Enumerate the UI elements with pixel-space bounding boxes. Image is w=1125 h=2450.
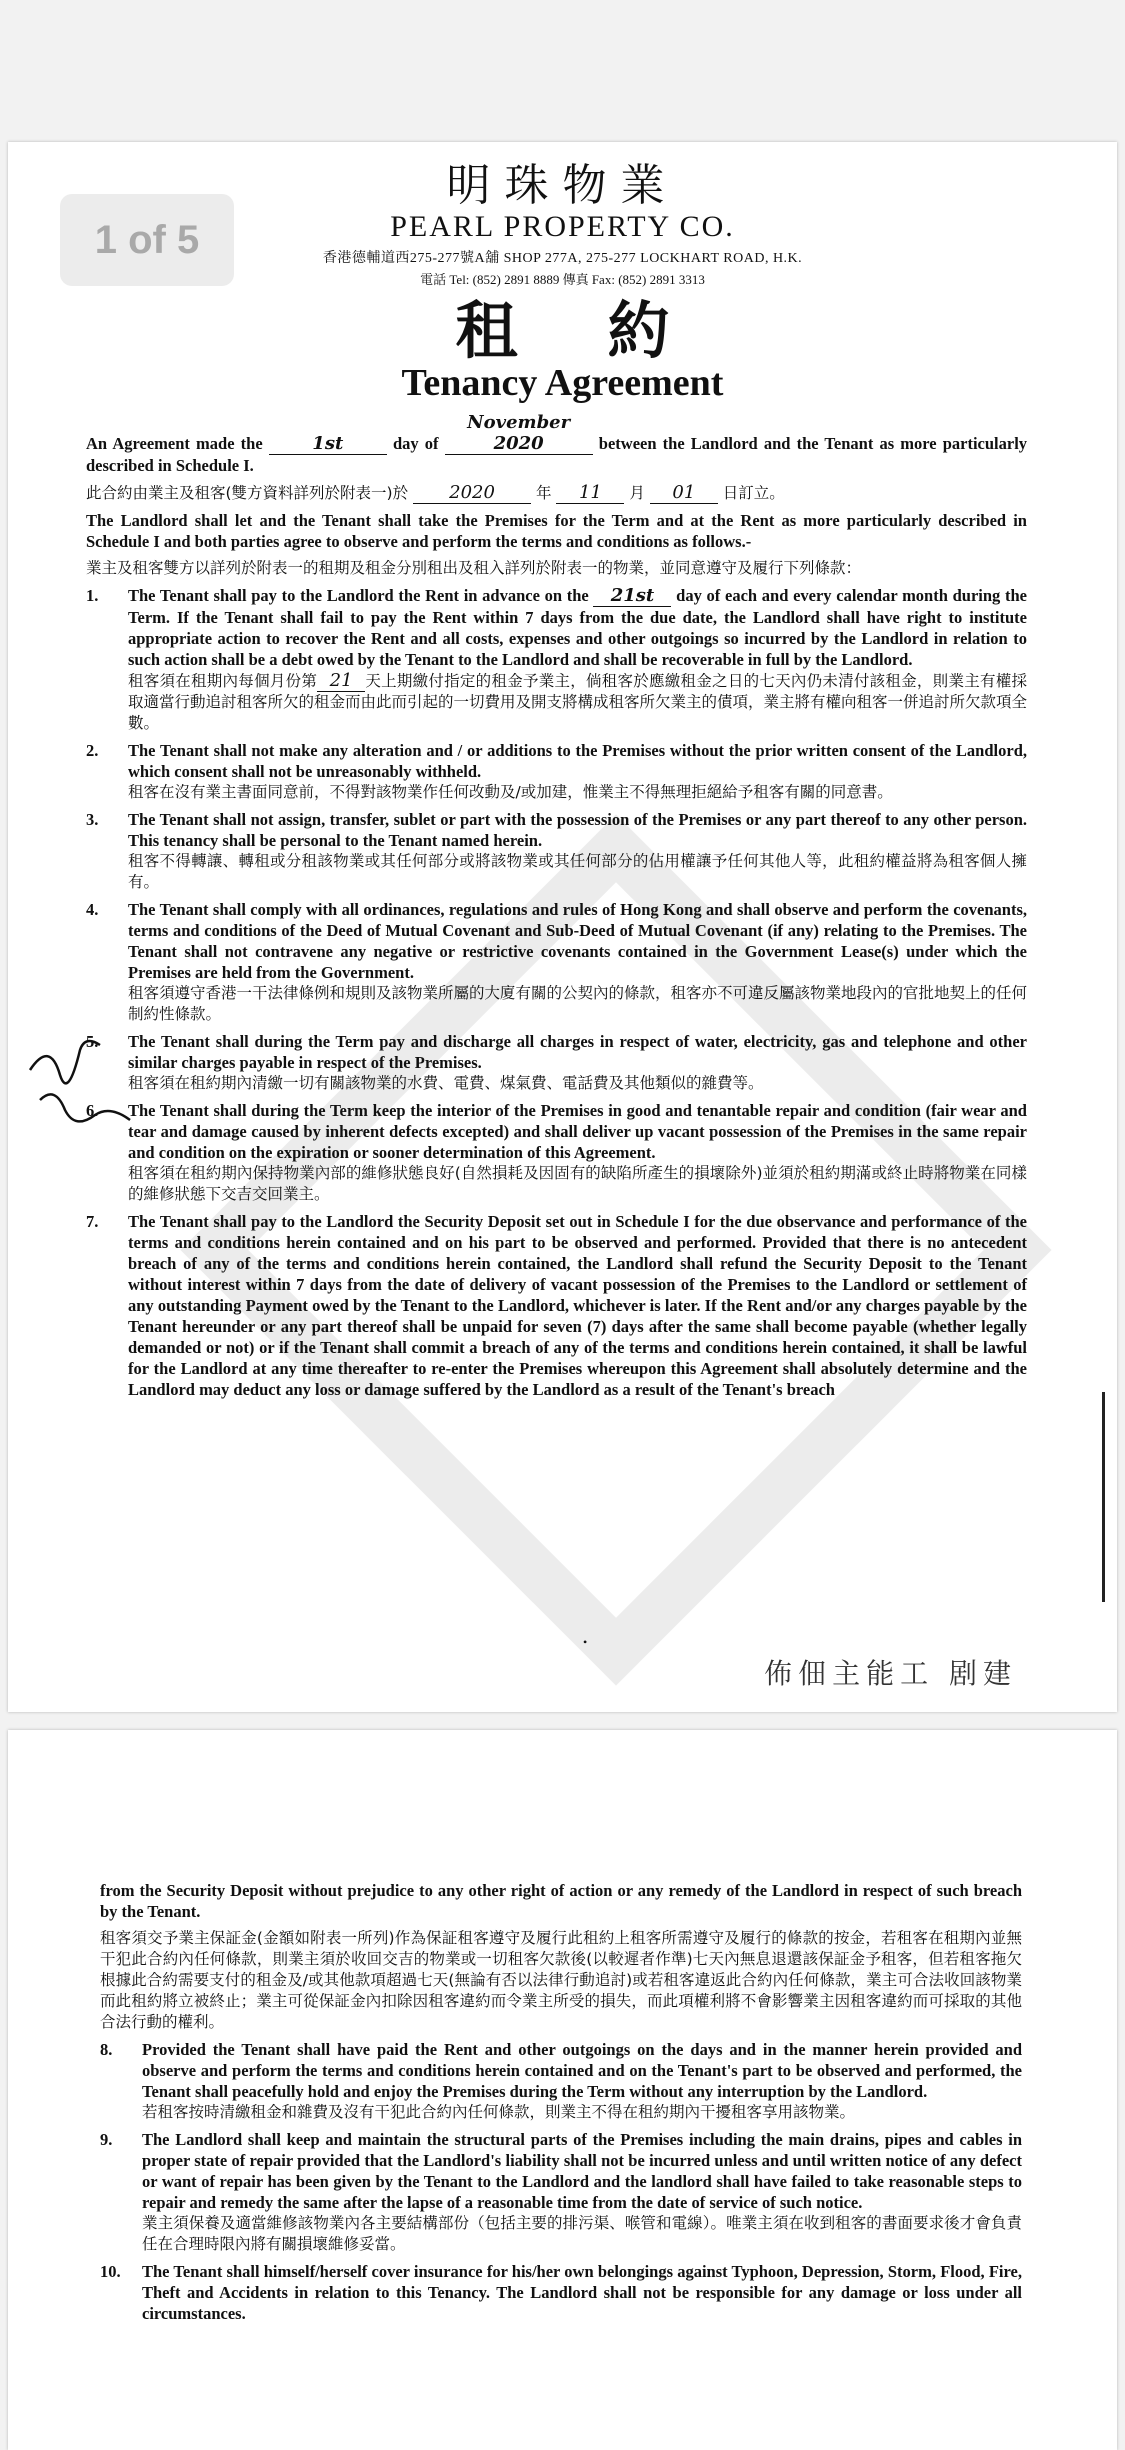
- clause-9: 9. The Landlord shall keep and maintain the structural parts of the Premises including the main drains, pipes and cables in proper state of repair provided that the Landlord's liability shall not be incurred unless and until written notice of any defect or want of repair has been given by the Tenant to the Landlord and the landlord shall have failed to take reasonable steps to repair and remedy the same after the lapse of a reasonable time from the date of service of such notice. 業主須保養及適當維修該物業內各主要結構部份（包括主要的排污渠、喉管和電線）。唯業主須在收到租客的書面要求後才會負責任在合理時限內將有關損壞維修妥當。: [100, 2130, 1022, 2253]
- date-month-cn-field: 11: [556, 482, 624, 504]
- date-year-cn-field: 2020: [413, 482, 531, 504]
- date-day-cn-field: 01: [650, 482, 718, 504]
- company-name-cn: 明珠物業: [446, 161, 679, 210]
- company-address: 香港德輔道西275-277號A舖 SHOP 277A, 275-277 LOCKHART ROAD, H.K.: [322, 251, 803, 267]
- page-indicator[interactable]: 1 of 5: [60, 194, 234, 286]
- clause-number: 1.: [86, 586, 99, 606]
- continued-cn: 租客須交予業主保証金(金額如附表一所列)作為保証租客遵守及履行此租約上租客所需遵守及履行的條款的按金，若租客在租期內並無干犯此合約內任何條款，則業主須於收回交吉的物業或一切租客欠款後(以較遲者作準)七天內無息退還該保証金予租客，但若租客拖欠根據此合約需要支付的租金及/或其他款項超過七天(無論有否以法律行動追討)或若租客違返此合約內任何條款，業主可合法收回該物業而此租約將立被終止；業主可從保証金內扣除因租客違約而令業主所受的損失，而此項權利將不會影響業主因租客違約而可採取的其他合法行動的權利。: [100, 1929, 1022, 2031]
- company-contact: 電話 Tel: (852) 2891 8889 傳真 Fax: (852) 2891 3313: [420, 272, 705, 288]
- document-title-cn: 租約: [455, 298, 760, 367]
- scan-edge-mark: [1102, 1392, 1105, 1602]
- clause-2: 2. The Tenant shall not make any alteration and / or additions to the Premises without the prior written consent of the Landlord, which consent shall not be unreasonably withheld. 租客在沒有業主書面同意前，不得對該物業作任何改動及/或加建，惟業主不得無理拒絕給予租客有關的同意書。: [86, 741, 1027, 802]
- intro-cn: 此合約由業主及租客(雙方資料詳列於附表一)於 2020 年 11 月 01 日訂立。: [86, 482, 785, 504]
- clause-10: 10. The Tenant shall himself/herself cover insurance for his/her own belongings against Typhoon, Depression, Storm, Flood, Fire, Theft and Accidents in relation to this Tenancy. The Landlord shall not be responsible for any damage or loss under all circumstances.: [100, 2262, 1022, 2323]
- continued-en: from the Security Deposit without prejudice to any other right of action or any remedy of the Landlord in respect of such breach by the Tenant.: [100, 1881, 1022, 1921]
- clause-6: 6. The Tenant shall during the Term keep the interior of the Premises in good and tenantable repair and condition (fair wear and tear and damage caused by inherent defects excepted) and shall deliver up vacant possession of the Premises in the same repair and condition on the expiration or sooner determination of this Agreement. 租客須在租約期內保持物業內部的維修狀態良好(自然損耗及因固有的缺陷所產生的損壞除外)並須於租約期滿或終止時將物業在同樣的維修狀態下交吉交回業主。: [86, 1101, 1027, 1204]
- agreement-body-continued: [8, 1880, 1117, 2324]
- rent-day-field: 21st: [593, 585, 671, 607]
- clause-1: 1. The Tenant shall pay to the Landlord the Rent in advance on the 21st day of each and every calendar month during the Term. If the Tenant shall fail to pay the Rent within 7 days from the due date, the Landlord shall have right to institute appropriate action to recover the Rent and all costs, expenses and other outgoings so incurred by the Landlord in relation to such action shall be a debt owed by the Tenant to the Landlord and shall be recoverable in full by the Landlord. 租客須在租期內每個月份第 21 天上期繳付指定的租金予業主，倘租客於應繳租金之日的七天內仍未清付該租金，則業主有權採取適當行動追討租客所欠的租金而由此而引起的一切費用及開支將構成租客所欠業主的債項，業主將有權向租客一併追討所欠款項全數。: [86, 585, 1028, 733]
- let-clause-en: The Landlord shall let and the Tenant shall take the Premises for the Term and at the Rent as more particularly described in Schedule I and both parties agree to observe and perform the terms and conditions as follows.-: [86, 511, 1027, 552]
- date-day-field: 1st: [269, 433, 387, 455]
- let-clause-cn: 業主及租客雙方以詳列於附表一的租期及租金分別租出及租入詳列於附表一的物業，並同意遵守及履行下列條款：: [86, 559, 862, 578]
- scan-dot: •: [583, 1635, 588, 1649]
- document-title-en: Tenancy Agreement: [401, 361, 724, 404]
- clause-3: 3. The Tenant shall not assign, transfer, sublet or part with the possession of the Premises or any part thereof to any other person. This tenancy shall be personal to the Tenant named herein. 租客不得轉讓、轉租或分租該物業或其任何部分或將該物業或其任何部分的佔用權讓予任何其他人等，此租約權益將為租客個人擁有。: [86, 810, 1027, 892]
- clause-4: 4. The Tenant shall comply with all ordinances, regulations and rules of Hong Kong and shall observe and perform the covenants, terms and conditions of the Deed of Mutual Covenant and Sub-Deed of Mutual Covenant (if any) relating to the Premises. The Tenant shall not contravene any negative or restrictive covenants contained in the Government Lease(s) under which the Premises are held from the Government. 租客須遵守香港一干法律條例和規則及該物業所屬的大廈有關的公契內的條款，租客亦不可違反屬該物業地段內的官批地契上的任何制約性條款。: [86, 900, 1028, 1024]
- company-name-en: PEARL PROPERTY CO.: [390, 210, 735, 244]
- document-page-1: [8, 142, 1117, 1712]
- clause-7: 7. The Tenant shall pay to the Landlord the Security Deposit set out in Schedule I for the due observance and performance of the terms and conditions herein contained and on his part to be observed and performed. Provided that there is no antecedent breach of any of the terms and conditions herein contained, the Landlord shall refund the Security Deposit to the Tenant without interest within 7 days from the date of delivery of vacant possession of the Premises to the Landlord or settlement of any outstanding Payment owed by the Tenant to the Landlord, whichever is later. If the Rent and/or any charges payable by the Tenant hereunder or any part thereof shall be unpaid for seven (7) days after the same shall become payable (whether legally demanded or not) or if the Tenant shall commit a breach of any of the terms and conditions herein contained, it shall be lawful for the Landlord at any time thereafter to re-enter the Premises whereupon this Agreement shall absolutely determine and the Landlord may deduct any loss or damage suffered by the Landlord as a result of the Tenant's breach: [86, 1212, 1027, 1400]
- clause-5: 5. The Tenant shall during the Term pay and discharge all charges in respect of water, electricity, gas and telephone and other similar charges payable in respect of the Premises. 租客須在租約期內清繳一切有關該物業的水費、電費、煤氣費、電話費及其他類似的雜費等。: [86, 1032, 1027, 1093]
- rent-day-cn-field: 21: [317, 670, 365, 692]
- handwritten-signature: [20, 1030, 140, 1140]
- agreement-body: [8, 412, 1117, 1400]
- page-footer-text: 佈佃主能工 剧建: [764, 1657, 1017, 1690]
- document-page-2: [8, 1730, 1117, 2450]
- date-month-field: November 2020: [445, 412, 593, 455]
- clause-8: 8. Provided the Tenant shall have paid the Rent and other outgoings on the days and in the manner herein provided and observe and perform the terms and conditions herein contained and on the Tenant's part to be observed and performed, the Tenant shall peacefully hold and enjoy the Premises during the Term without any interruption by the Landlord. 若租客按時清繳租金和雜費及沒有干犯此合約內任何條款，則業主不得在租約期內干擾租客享用該物業。: [100, 2040, 1022, 2121]
- intro-en: An Agreement made the 1st day of November 2020 between the Landlord and the Tenant as more particularly described in Schedule I.: [86, 412, 1028, 476]
